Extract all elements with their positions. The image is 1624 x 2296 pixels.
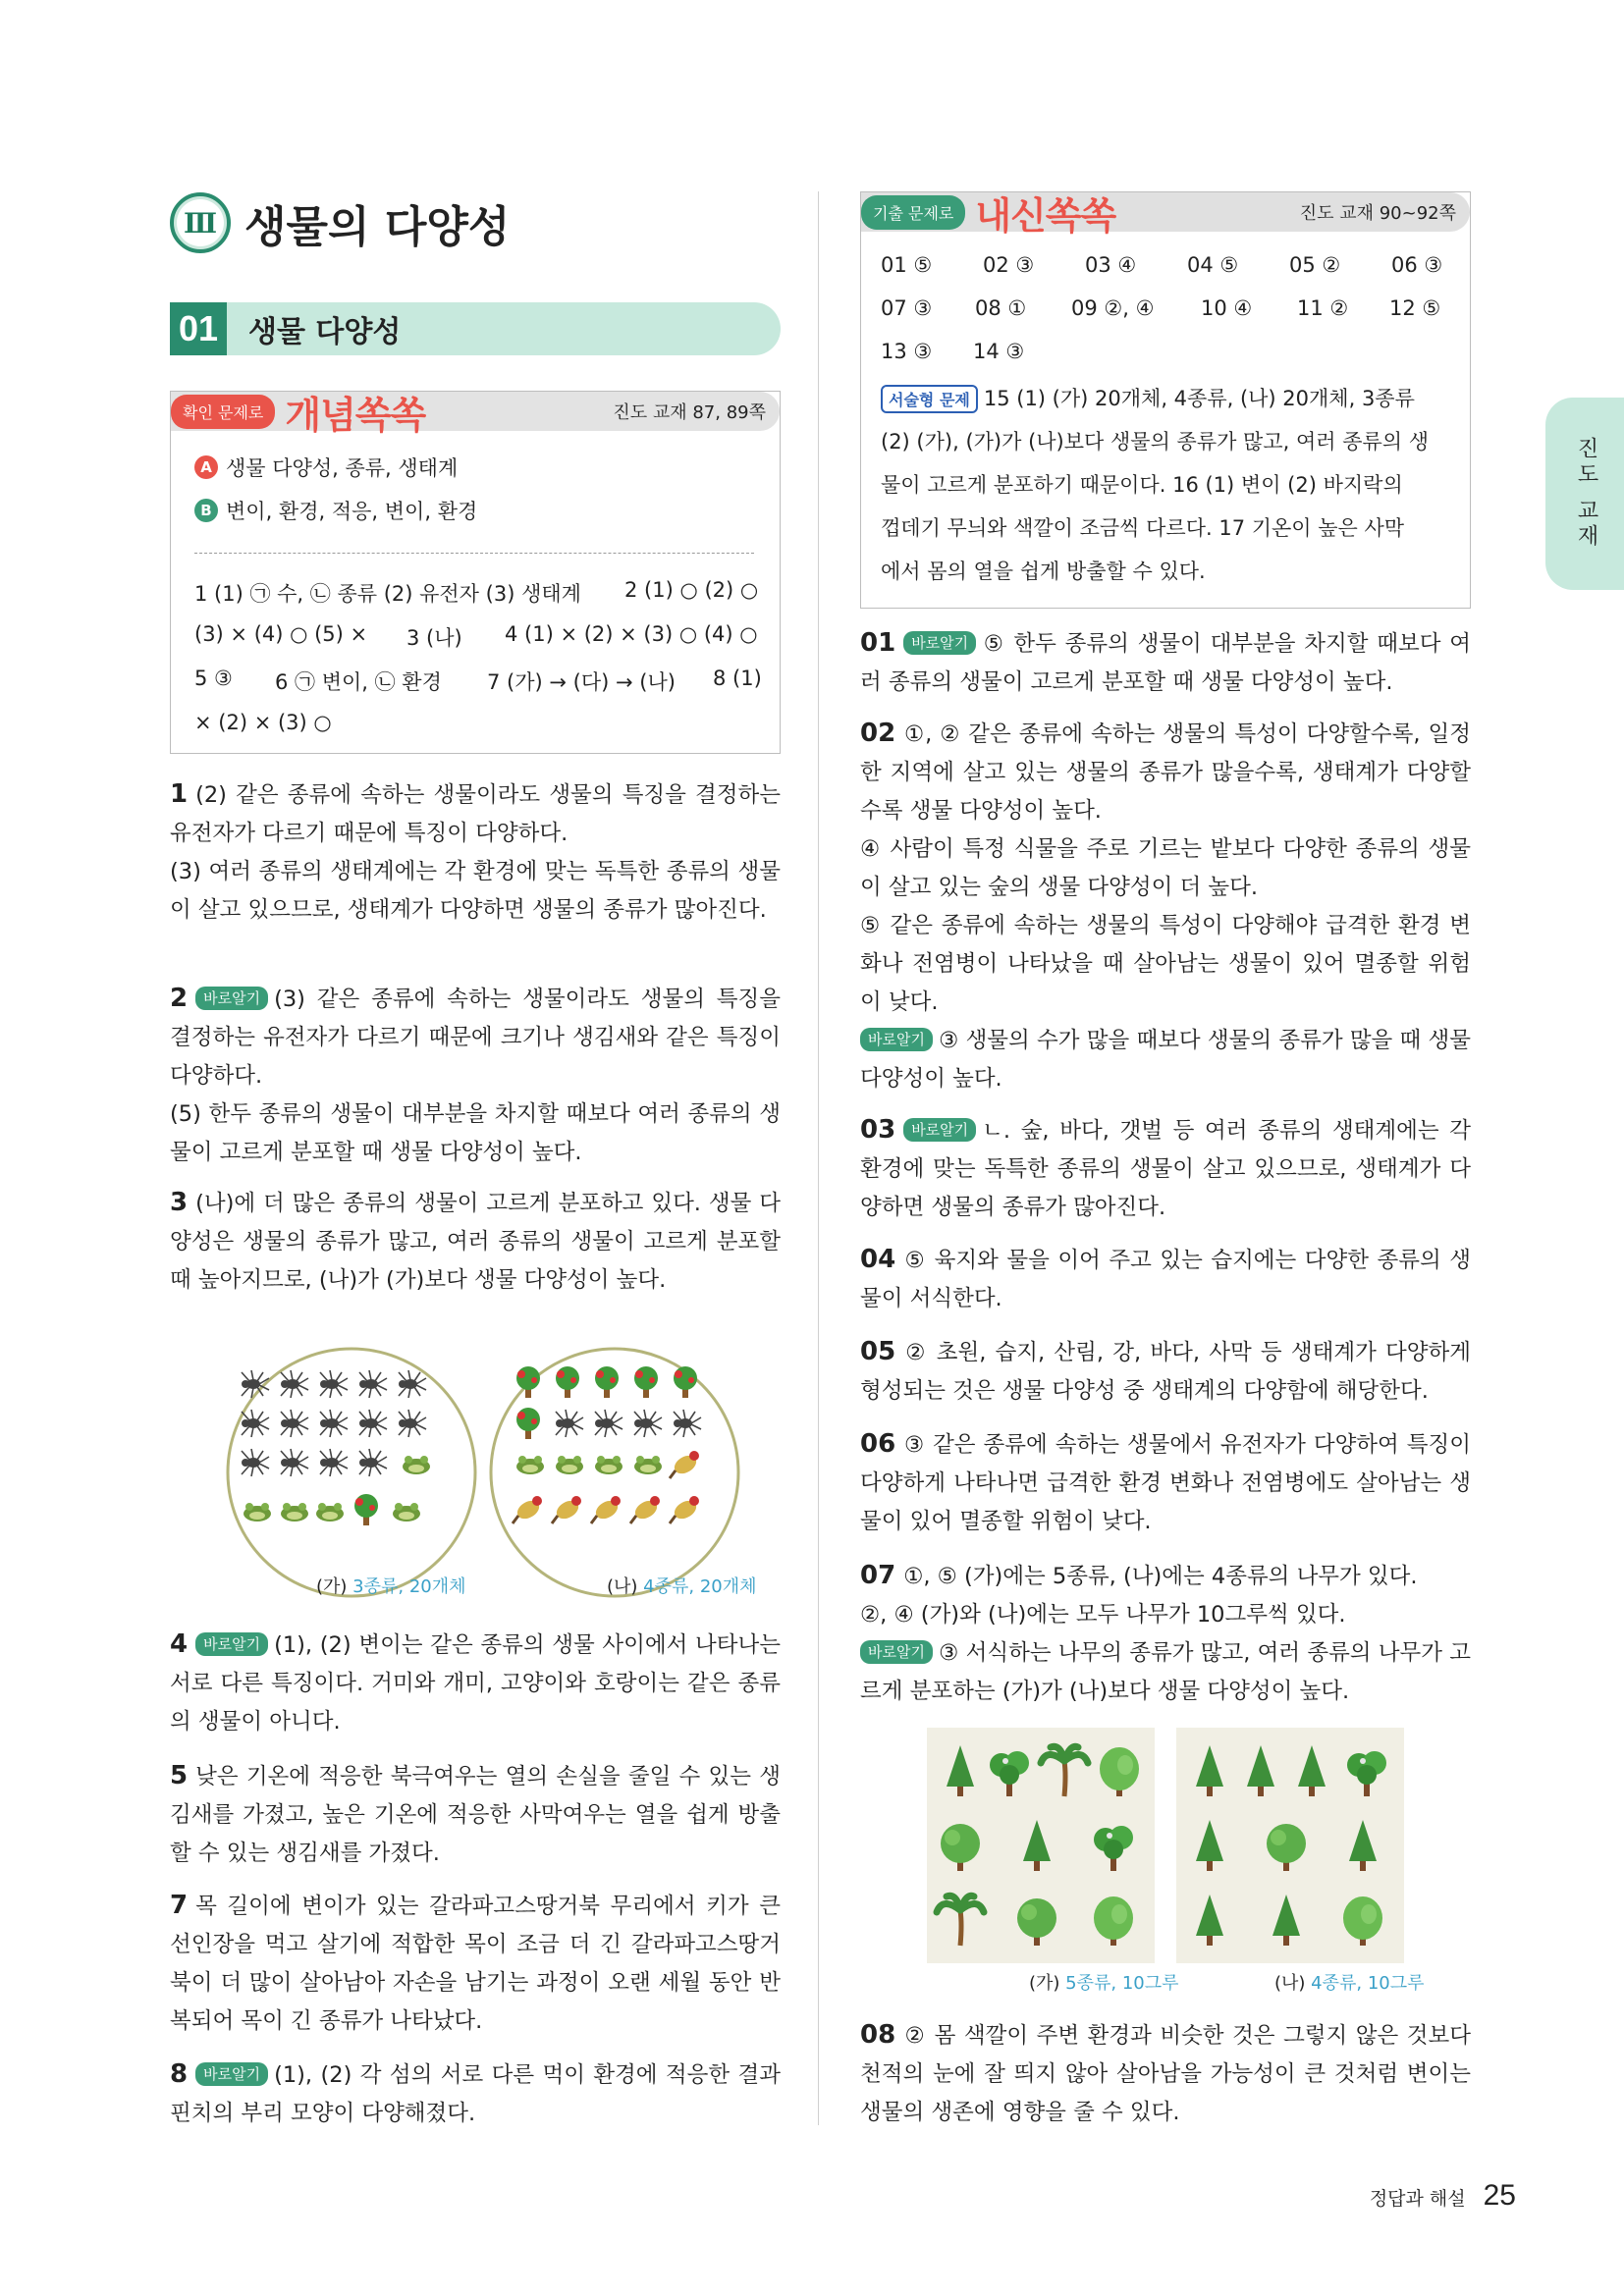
essay-text: 15 (1) (가) 20개체, 4종류, (나) 20개체, 3종류 [983,387,1415,410]
correction-tag: 바로알기 [860,1640,933,1664]
explanation-text: ② 초원, 습지, 산림, 강, 바다, 사막 등 생태계가 다양하게 형성되는 것은 생물 다양성 중 생태계의 다양함에 해당한다. [860,1340,1471,1404]
figure2-caption-b [1274,1969,1425,1995]
exam-explanation-04 [860,1241,1471,1318]
explanation-text: ⑤ 한두 종류의 생물이 대부분을 차지할 때보다 여러 종류의 생물이 고르게 분포할 때 생물 다양성이 높다. [860,631,1471,695]
explanation-7 [170,1887,781,2041]
answer-cell: 03 ④ [1085,253,1137,277]
explanation-text: (나)에 더 많은 종류의 생물이 고르게 분포하고 있다. 생물 다양성은 생물의 종류가 많고, 여러 종류의 생물이 고르게 분포할 때 높아지므로, (나)가 (가)보다 생물 다양성이 높다. [170,1191,781,1293]
explanation-text: ⑤ 같은 종류에 속하는 생물의 특성이 다양해야 급격한 환경 변화나 전염병이 나타났을 때 살아남는 생물이 있어 멸종할 위험이 낮다. [860,913,1471,1015]
figure1-caption-a [316,1573,466,1598]
answer-cell: 13 ③ [881,340,933,363]
exam-explanation-07 [860,1557,1471,1711]
explanation-text: (2) 같은 종류에 속하는 생물이라도 생물의 특징을 결정하는 유전자가 다르기 때문에 특징이 다양하다. [170,782,781,846]
divider [194,553,754,554]
page-footer [1370,2179,1516,2213]
exam-explanation-05 [860,1333,1471,1411]
essay-line-4: 껍데기 무늬와 색깔이 조금씩 다르다. 17 기온이 높은 사막 [881,516,1405,540]
essay-line-1 [881,383,1415,413]
item-number: 03 [860,1115,896,1145]
answer-8: 8 (1) [713,667,762,690]
explanation-text: ④ 사람이 특정 식물을 주로 기르는 밭보다 다양한 종류의 생물이 살고 있는 숲의 생물 다양성이 더 높다. [860,836,1471,900]
correction-tag: 바로알기 [195,1632,268,1656]
explanation-text: (1), (2) 변이는 같은 종류의 생물 사이에서 나타나는 서로 다른 특징이다. 거미와 개미, 고양이와 호랑이는 같은 종류의 생물이 아니다. [170,1632,781,1735]
section-number: 01 [170,302,227,355]
explanation-text: (3) 같은 종류에 속하는 생물이라도 생물의 특징을 결정하는 유전자가 다르기 때문에 크기나 생김새와 같은 특징이 다양하다. [170,987,781,1089]
explanation-text: (5) 한두 종류의 생물이 대부분을 차지할 때보다 여러 종류의 생물이 고르게 분포할 때 생물 다양성이 높다. [170,1101,781,1165]
item-number: 7 [170,1891,189,1920]
correction-tag: 바로알기 [195,987,268,1010]
caption-value: 5종류, 10그루 [1065,1973,1179,1994]
explanation-text: ①, ⑤ (가)에는 5종류, (나)에는 4종류의 나무가 있다. [903,1564,1418,1589]
keyword-a [194,453,458,482]
caption-value: 4종류, 10그루 [1311,1973,1425,1994]
caption-label: (나) [1274,1973,1312,1994]
explanation-text: ③ 생물의 수가 많을 때보다 생물의 종류가 많을 때 생물 다양성이 높다. [860,1028,1471,1092]
keyword-b-text: 변이, 환경, 적응, 변이, 환경 [226,500,478,523]
answer-cell: 06 ③ [1391,253,1443,277]
essay-line-2: (2) (가), (가)가 (나)보다 생물의 종류가 많고, 여러 종류의 생 [881,430,1430,454]
answer-cell: 07 ③ [881,296,933,320]
exam-explanation-02 [860,715,1471,1098]
item-number: 08 [860,2020,896,2050]
answer-cell: 02 ③ [983,253,1035,277]
item-number: 4 [170,1629,189,1659]
item-number: 04 [860,1245,896,1274]
tree-diversity-figure [927,1728,1404,1963]
side-tab [1545,398,1624,590]
exam-brand: 내신쏙쏙 [975,193,1116,238]
item-number: 07 [860,1561,896,1590]
exam-explanation-06 [860,1425,1471,1541]
explanation-text: ③ 서식하는 나무의 종류가 많고, 여러 종류의 나무가 고르게 분포하는 (가)가 (나)보다 생물 다양성이 높다. [860,1640,1471,1704]
caption-label: (나) [607,1576,644,1597]
diversity-circles-figure [224,1345,744,1610]
concept-pill: 확인 문제로 [171,395,275,429]
answer-cell: 01 ⑤ [881,253,933,277]
answer-cell: 09 ②, ④ [1071,296,1155,320]
exam-ref: 진도 교재 90~92쪽 [1299,203,1456,224]
explanation-1 [170,775,781,930]
essay-tag: 서술형 문제 [881,385,978,413]
item-number: 3 [170,1188,189,1217]
answer-cell: 10 ④ [1201,296,1253,320]
exam-answer-box [860,191,1471,609]
explanation-text: ②, ④ (가)와 (나)에는 모두 나무가 10그루씩 있다. [860,1602,1346,1628]
caption-value: 4종류, 20개체 [643,1576,757,1597]
explanation-3 [170,1184,781,1300]
explanation-text: 목 길이에 변이가 있는 갈라파고스땅거북 무리에서 키가 큰 선인장을 먹고 살기에 적합한 목이 조금 더 긴 갈라파고스땅거북이 더 많이 살아남아 자손을 남기는 과정이 오랜 세월 동안 반복되어 목이 긴 종류가 나타났다. [170,1894,781,2034]
item-number: 02 [860,719,896,748]
explanation-5 [170,1757,781,1873]
explanation-text: ③ 같은 종류에 속하는 생물에서 유전자가 다양하여 특징이 다양하게 나타나면 급격한 환경 변화나 전염병에도 살아남는 생물이 있어 멸종할 위험이 낮다. [860,1432,1471,1534]
answer-cell: 12 ⑤ [1389,296,1441,320]
answer-5: 5 ③ [194,667,233,690]
concept-ref: 진도 교재 87, 89쪽 [613,402,766,423]
caption-label: (가) [316,1576,353,1597]
answer-1: 1 (1) ㉠ 수, ㉡ 종류 (2) 유전자 (3) 생태계 [194,582,581,606]
answer-cell: 05 ② [1289,253,1341,277]
explanation-text: ② 몸 색깔이 주변 환경과 비슷한 것은 그렇지 않은 것보다 천적의 눈에 잘 띄지 않아 살아남을 가능성이 큰 것처럼 변이는 생물의 생존에 영향을 줄 수 있다. [860,2023,1471,2125]
explanation-2 [170,980,781,1172]
caption-label: (가) [1029,1973,1066,1994]
chapter-title [170,191,510,254]
correction-tag: 바로알기 [903,631,976,655]
essay-line-5: 에서 몸의 열을 쉽게 방출할 수 있다. [881,560,1206,583]
exam-explanation-08 [860,2016,1471,2132]
exam-header [861,192,1470,238]
item-number: 1 [170,779,189,809]
circle-a [228,1349,475,1596]
correction-tag: 바로알기 [903,1118,976,1142]
page-number: 25 [1483,2179,1516,2212]
answer-8-cont: × (2) × (3) ○ [194,711,332,734]
answer-3: 3 (나) [406,626,462,650]
explanation-text: (1), (2) 각 섬의 서로 다른 먹이 환경에 적응한 결과 핀치의 부리 모양이 다양해졌다. [170,2062,781,2126]
chapter-numeral: Ⅲ [170,192,231,253]
answer-7: 7 (가) → (다) → (나) [487,670,676,694]
column-divider [818,191,819,2125]
side-tab-label: 진도 교재 [1574,437,1598,550]
correction-tag: 바로알기 [195,2062,268,2086]
keyword-a-text: 생물 다양성, 종류, 생태계 [226,456,459,480]
explanation-text: 낮은 기온에 적응한 북극여우는 열의 손실을 줄일 수 있는 생김새를 가졌고, 높은 기온에 적응한 사막여우는 열을 쉽게 방출할 수 있는 생김새를 가졌다. [170,1764,781,1866]
keyword-b-letter: B [194,499,218,522]
footer-label: 정답과 해설 [1369,2188,1466,2210]
figure1-caption-b [607,1573,757,1598]
caption-value: 3종류, 20개체 [352,1576,466,1597]
exam-pill: 기출 문제로 [861,195,965,230]
item-number: 05 [860,1337,896,1366]
answer-cell: 14 ③ [973,340,1025,363]
chapter-heading: 생물의 다양성 [244,202,511,252]
answer-cell: 11 ② [1297,296,1349,320]
keyword-a-letter: A [194,455,218,479]
exam-explanation-03 [860,1111,1471,1227]
answer-2-cont: (3) × (4) ○ (5) × [194,622,368,646]
explanation-4 [170,1626,781,1741]
concept-answer-box [170,391,781,754]
answer-cell: 08 ① [975,296,1027,320]
explanation-text: (3) 여러 종류의 생태계에는 각 환경에 맞는 독특한 종류의 생물이 살고 있으므로, 생태계가 다양하면 생물의 종류가 많아진다. [170,859,781,923]
answer-2: 2 (1) ○ (2) ○ [624,578,759,602]
explanation-8 [170,2056,781,2133]
concept-brand: 개념쏙쏙 [285,393,426,437]
concept-header [171,392,780,437]
explanation-text: ㄴ. 숲, 바다, 갯벌 등 여러 종류의 생태계에는 각 환경에 맞는 독특한 종류의 생물이 살고 있으므로, 생태계가 다양하면 생물의 종류가 많아진다. [860,1118,1471,1220]
section-bar [170,302,781,355]
keyword-b [194,496,477,525]
answer-4: 4 (1) × (2) × (3) ○ (4) ○ [505,622,758,646]
explanation-text: ①, ② 같은 종류에 속하는 생물의 특성이 다양할수록, 일정한 지역에 살고 있는 생물의 종류가 많을수록, 생태계가 다양할수록 생물 다양성이 높다. [860,721,1471,824]
essay-line-3: 물이 고르게 분포하기 때문이다. 16 (1) 변이 (2) 바지락의 [881,473,1403,497]
explanation-text: ⑤ 육지와 물을 이어 주고 있는 습지에는 다양한 종류의 생물이 서식한다. [860,1248,1471,1311]
exam-explanation-01 [860,624,1471,702]
figure2-caption-a [1029,1969,1179,1995]
section-title: 생물 다양성 [248,315,402,349]
item-number: 06 [860,1429,896,1459]
answer-6: 6 ㉠ 변이, ㉡ 환경 [275,670,442,694]
item-number: 2 [170,984,189,1013]
item-number: 8 [170,2059,189,2089]
answer-cell: 04 ⑤ [1187,253,1239,277]
item-number: 5 [170,1761,189,1790]
correction-tag: 바로알기 [860,1028,933,1051]
item-number: 01 [860,628,896,658]
